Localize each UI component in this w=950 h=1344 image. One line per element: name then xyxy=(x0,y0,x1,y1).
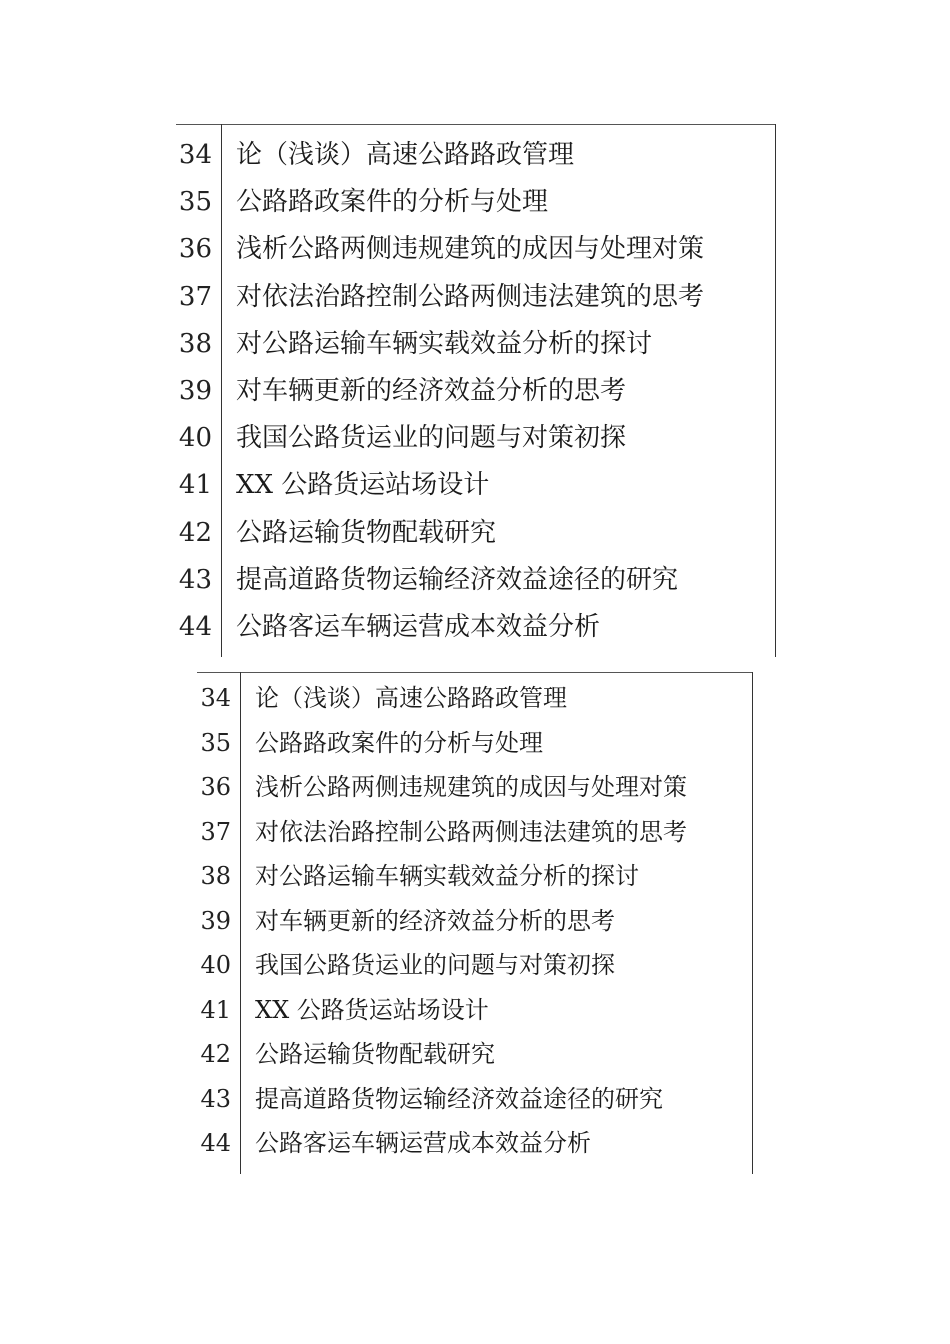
row-title: XX 公路货运站场设计 xyxy=(236,470,490,501)
row-number: 43 xyxy=(178,564,212,595)
table-row xyxy=(197,721,753,766)
row-title: 公路客运车辆运营成本效益分析 xyxy=(236,611,601,642)
table-row xyxy=(176,368,776,415)
row-title: 公路运输货物配载研究 xyxy=(236,517,497,548)
row-title: 提高道路货物运输经济效益途径的研究 xyxy=(255,1084,663,1113)
table-row xyxy=(197,899,753,944)
row-number: 35 xyxy=(200,728,231,757)
table-rows xyxy=(176,132,776,651)
row-title: 论（浅谈）高速公路路政管理 xyxy=(255,684,567,712)
row-number: 39 xyxy=(200,906,231,935)
table-row xyxy=(176,226,776,273)
table-top-border xyxy=(176,124,776,125)
table-row xyxy=(176,321,776,368)
row-title: 公路客运车辆运营成本效益分析 xyxy=(255,1129,591,1157)
row-number: 44 xyxy=(200,1129,231,1157)
topic-table-2 xyxy=(197,672,753,1174)
table-row xyxy=(197,765,753,810)
table-top-border xyxy=(197,672,753,673)
row-title: 我国公路货运业的问题与对策初探 xyxy=(255,951,615,979)
table-row xyxy=(176,415,776,462)
table-row xyxy=(176,132,776,179)
row-title: 公路路政案件的分析与处理 xyxy=(236,187,549,218)
table-row xyxy=(197,988,753,1033)
row-number: 37 xyxy=(200,817,231,846)
row-title: 浅析公路两侧违规建筑的成因与处理对策 xyxy=(236,234,705,265)
row-number: 38 xyxy=(200,862,231,890)
row-number: 36 xyxy=(178,234,212,265)
table-row xyxy=(197,943,753,988)
table-row xyxy=(176,557,776,604)
row-number: 42 xyxy=(200,1040,231,1068)
table-row xyxy=(197,1032,753,1077)
row-number: 40 xyxy=(200,951,231,979)
table-row xyxy=(176,179,776,226)
table-row xyxy=(197,854,753,899)
table-rows xyxy=(197,676,753,1166)
row-number: 41 xyxy=(178,470,212,501)
row-title: 公路路政案件的分析与处理 xyxy=(255,728,543,757)
row-number: 44 xyxy=(178,611,212,642)
table-row xyxy=(176,274,776,321)
row-title: 对依法治路控制公路两侧违法建筑的思考 xyxy=(236,281,705,312)
row-title: 对车辆更新的经济效益分析的思考 xyxy=(236,375,627,406)
row-number: 43 xyxy=(200,1084,231,1113)
topic-table-1 xyxy=(176,124,776,657)
row-title: 我国公路货运业的问题与对策初探 xyxy=(236,423,627,454)
row-number: 38 xyxy=(178,328,212,359)
row-title: 浅析公路两侧违规建筑的成因与处理对策 xyxy=(255,773,687,801)
row-number: 37 xyxy=(178,281,212,312)
row-number: 34 xyxy=(200,684,231,712)
row-number: 34 xyxy=(178,140,212,170)
table-row xyxy=(197,1121,753,1166)
row-title: 对公路运输车辆实载效益分析的探讨 xyxy=(255,862,639,890)
table-row xyxy=(176,604,776,651)
row-title: XX 公路货运站场设计 xyxy=(255,995,489,1024)
row-number: 35 xyxy=(178,187,212,218)
row-title: 对公路运输车辆实载效益分析的探讨 xyxy=(236,328,653,359)
row-number: 42 xyxy=(178,517,212,548)
row-number: 36 xyxy=(200,773,231,801)
row-title: 论（浅谈）高速公路路政管理 xyxy=(236,140,575,170)
row-number: 39 xyxy=(178,375,212,406)
table-row xyxy=(176,510,776,557)
row-title: 对依法治路控制公路两侧违法建筑的思考 xyxy=(255,817,687,846)
row-title: 公路运输货物配载研究 xyxy=(255,1040,495,1068)
table-row xyxy=(197,1077,753,1122)
row-number: 40 xyxy=(178,423,212,454)
table-row xyxy=(197,676,753,721)
row-title: 提高道路货物运输经济效益途径的研究 xyxy=(236,564,679,595)
table-row xyxy=(197,810,753,855)
row-number: 41 xyxy=(200,995,231,1024)
table-row xyxy=(176,462,776,509)
row-title: 对车辆更新的经济效益分析的思考 xyxy=(255,906,615,935)
